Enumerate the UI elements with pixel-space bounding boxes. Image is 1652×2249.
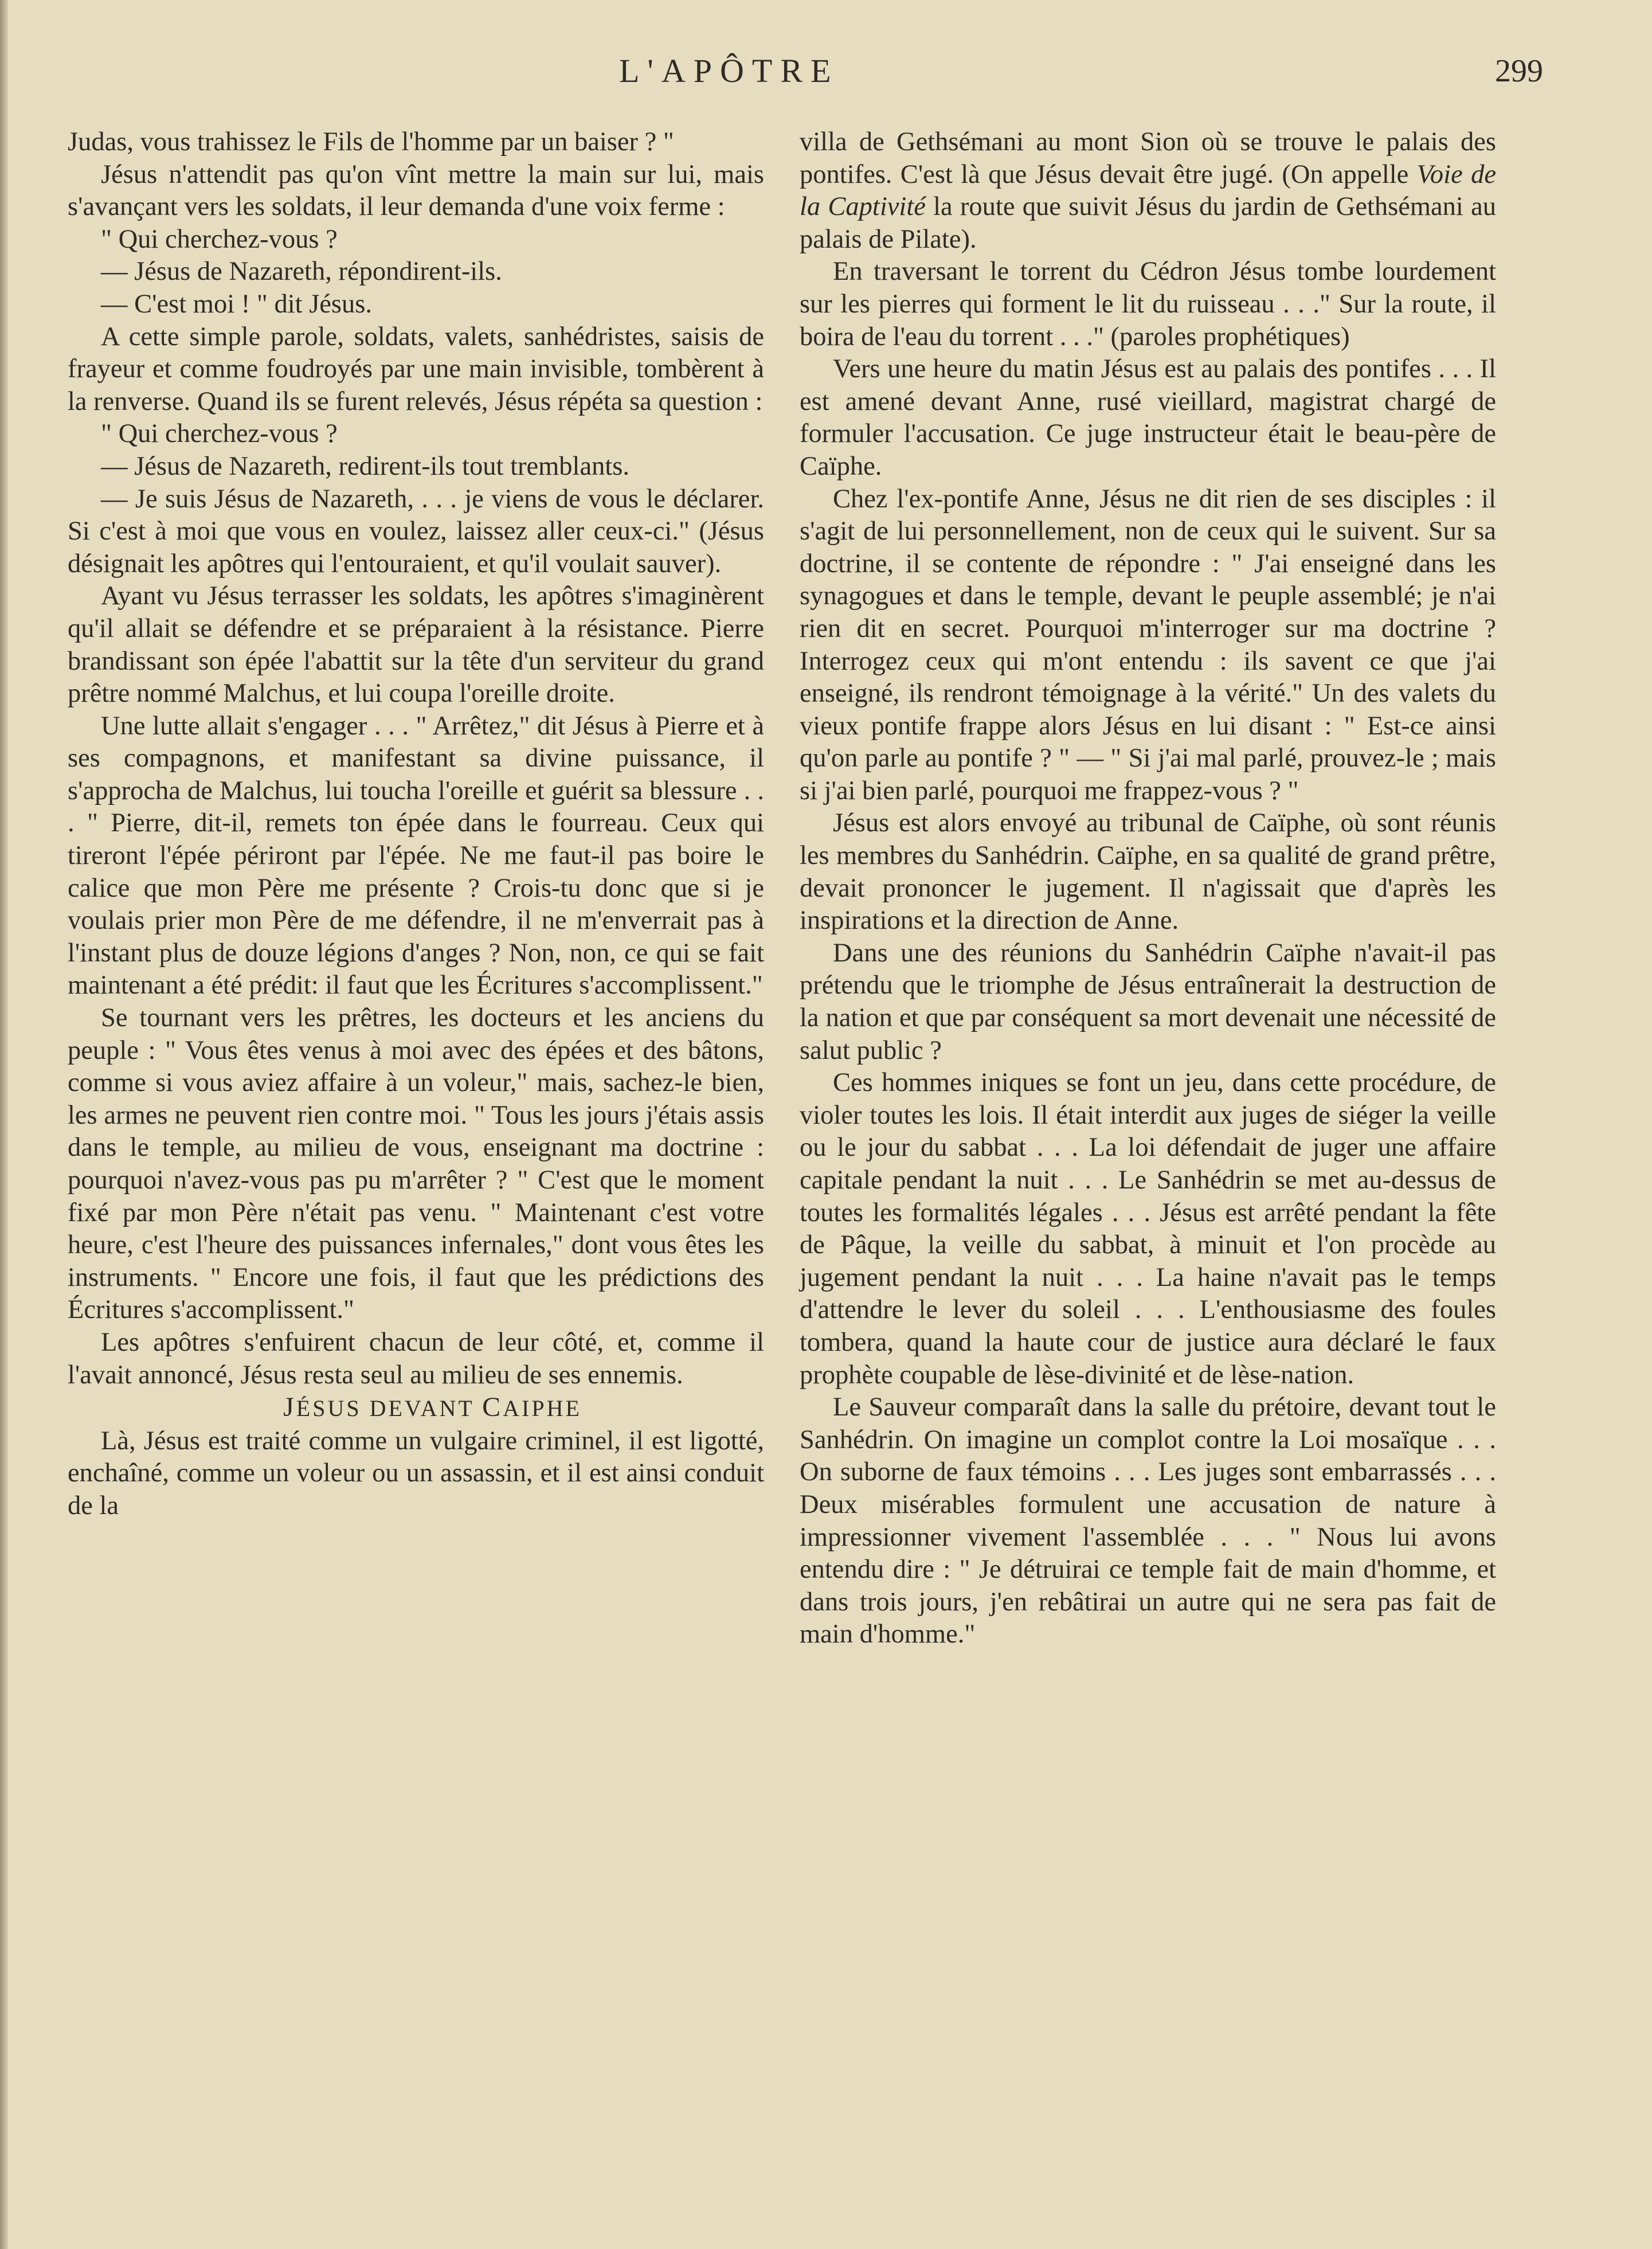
heading-initial: J xyxy=(283,1392,296,1423)
paragraph: En traversant le torrent du Cédron Jésus tombe lourdement sur les pierres qui forment le lit du ruisseau . . ." Sur la route, il boira de l'eau du torrent . . ." (paroles prophétiques) xyxy=(800,257,1496,351)
dialogue-line: — Je suis Jésus de Nazareth, . . . je viens de vous le déclarer. Si c'est à moi que vous en voulez, laissez aller ceux-ci." (Jésus désignait les apôtres qui l'entouraient, et qu'il voulait sauver). xyxy=(68,484,764,578)
left-column xyxy=(68,126,764,1523)
paragraph xyxy=(800,126,1496,256)
dialogue-line: " Qui cherchez-vous ? xyxy=(101,224,338,254)
dialogue-line: — Jésus de Nazareth, répondirent-ils. xyxy=(101,257,502,287)
paragraph: Jésus est alors envoyé au tribunal de Caïphe, où sont réunis les membres du Sanhédrin. Caïphe, en sa qualité de grand prêtre, devait prononcer le jugement. Il n'agissait que d'après les inspirations et la direction de Anne. xyxy=(800,808,1496,936)
paragraph: Jésus n'attendit pas qu'on vînt mettre la main sur lui, mais s'avançant vers les soldats, il leur demanda d'une voix ferme : xyxy=(68,159,764,222)
heading-text: ÉSUS DEVANT xyxy=(296,1395,483,1422)
dialogue-line: — Jésus de Nazareth, redirent-ils tout tremblants. xyxy=(101,451,629,481)
paragraph: Chez l'ex-pontife Anne, Jésus ne dit rien de ses disciples : il s'agit de lui personnellement, non de ceux qui le suivent. Sur sa doctrine, il se contente de répondre : " J'ai enseigné dans les synagogues et dans le temple, devant le peuple assemblé; je n'ai rien dit en secret. Pourquoi m'interroger sur ma doctrine ? Interrogez ceux qui m'ont entendu : ils savent ce que j'ai enseigné, ils rendront témoignage à la vérité." Un des valets du vieux pontife frappe alors Jésus en lui disant : " Est-ce ainsi qu'on parle au pontife ? " — " Si j'ai mal parlé, prouvez-le ; mais si j'ai bien parlé, pourquoi me frappez-vous ? " xyxy=(800,484,1496,805)
page-number: 299 xyxy=(1495,53,1543,89)
heading-text: AIPHE xyxy=(503,1395,582,1422)
paragraph: A cette simple parole, soldats, valets, sanhédristes, saisis de frayeur et comme foudroyés par une main invisible, tombèrent à la renverse. Quand ils se furent relevés, Jésus répéta sa question : xyxy=(68,322,764,416)
dialogue-line: " Qui cherchez-vous ? xyxy=(101,419,338,449)
paragraph: Une lutte allait s'engager . . . " Arrêtez," dit Jésus à Pierre et à ses compagnons, et manifestant sa divine puissance, il s'approcha de Malchus, lui toucha l'oreille et guérit sa blessure . . . " Pierre, dit-il, remets ton épée dans le fourreau. Ceux qui tireront l'épée périront par l'épée. Ne me faut-il pas boire le calice que mon Père me présente ? Crois-tu donc que si je voulais prier mon Père de me défendre, il ne m'enverrait pas à l'instant plus de douze légions d'anges ? Non, non, ce qui se fait maintenant a été prédit: il faut que les Écritures s'accomplissent." xyxy=(68,711,764,1000)
paragraph: Là, Jésus est traité comme un vulgaire criminel, il est ligotté, enchaîné, comme un voleur ou un assassin, et il est ainsi conduit de la xyxy=(68,1426,764,1520)
running-title: L'APÔTRE xyxy=(619,52,839,89)
paragraph-text: la route que suivit Jésus du jardin de Gethsémani au palais de Pilate). xyxy=(800,192,1496,254)
italic-term: Voie de la Captivité xyxy=(800,159,1496,222)
paragraph: Judas, vous trahissez le Fils de l'homme par un baiser ? " xyxy=(68,127,674,157)
paragraph-text: villa de Gethsémani au mont Sion où se trouve le palais des pontifes. C'est là que Jésus devait être jugé. (On appelle xyxy=(800,127,1496,189)
section-heading xyxy=(68,1391,764,1425)
paragraph: Les apôtres s'enfuirent chacun de leur côté, et, comme il l'avait annoncé, Jésus resta seul au milieu de ses ennemis. xyxy=(68,1327,764,1390)
paragraph: Vers une heure du matin Jésus est au palais des pontifes . . . Il est amené devant Anne, rusé vieillard, magistrat chargé de formuler l'accusation. Ce juge instructeur était le beau-père de Caïphe. xyxy=(800,354,1496,481)
paragraph: Ayant vu Jésus terrasser les soldats, les apôtres s'imaginèrent qu'il allait se défendre et se préparaient à la résistance. Pierre brandissant son épée l'abattit sur la tête d'un serviteur du grand prêtre nommé Malchus, et lui coupa l'oreille droite. xyxy=(68,581,764,709)
right-column xyxy=(800,126,1496,1651)
paragraph: Ces hommes iniques se font un jeu, dans cette procédure, de violer toutes les lois. Il était interdit aux juges de siéger la veille ou le jour du sabbat . . . La loi défendait de juger une affaire capitale pendant la nuit . . . Le Sanhédrin se met au-dessus de toutes les formalités légales . . . Jésus est arrêté pendant la fête de Pâque, la veille du sabbat, à minuit et l'on procède au jugement pendant la nuit . . . La haine n'avait pas le temps d'attendre le lever du soleil . . . L'enthousiasme des foules tombera, quand la haute cour de justice aura déclaré le faux prophète coupable de lèse-divinité et de lèse-nation. xyxy=(800,1068,1496,1390)
heading-initial: C xyxy=(482,1392,503,1423)
dialogue-line: — C'est moi ! " dit Jésus. xyxy=(101,289,372,319)
paragraph: Dans une des réunions du Sanhédrin Caïphe n'avait-il pas prétendu que le triomphe de Jésus entraînerait la destruction de la nation et que par conséquent sa mort devenait une nécessité de salut public ? xyxy=(800,938,1496,1065)
paragraph: Se tournant vers les prêtres, les docteurs et les anciens du peuple : " Vous êtes venus à moi avec des épées et des bâtons, comme si vous aviez affaire à un voleur," mais, sachez-le bien, les armes ne peuvent rien contre moi. " Tous les jours j'étais assis dans le temple, au milieu de vous, enseignant ma doctrine : pourquoi n'avez-vous pas pu m'arrêter ? " C'est que le moment fixé par mon Père n'était pas venu. " Maintenant c'est votre heure, c'est l'heure des puissances infernales," dont vous êtes les instruments. " Encore une fois, il faut que les prédictions des Écritures s'accomplissent." xyxy=(68,1003,764,1325)
paragraph: Le Sauveur comparaît dans la salle du prétoire, devant tout le Sanhédrin. On imagine un complot contre la Loi mosaïque . . . On suborne de faux témoins . . . Les juges sont embarrassés . . . Deux misérables formulent une accusation de nature à impressionner vivement l'assemblée . . . " Nous lui avons entendu dire : " Je détruirai ce temple fait de main d'homme, et dans trois jours, j'en rebâtirai un autre qui ne sera pas fait de main d'homme." xyxy=(800,1393,1496,1649)
page-binding-edge xyxy=(0,0,8,2249)
